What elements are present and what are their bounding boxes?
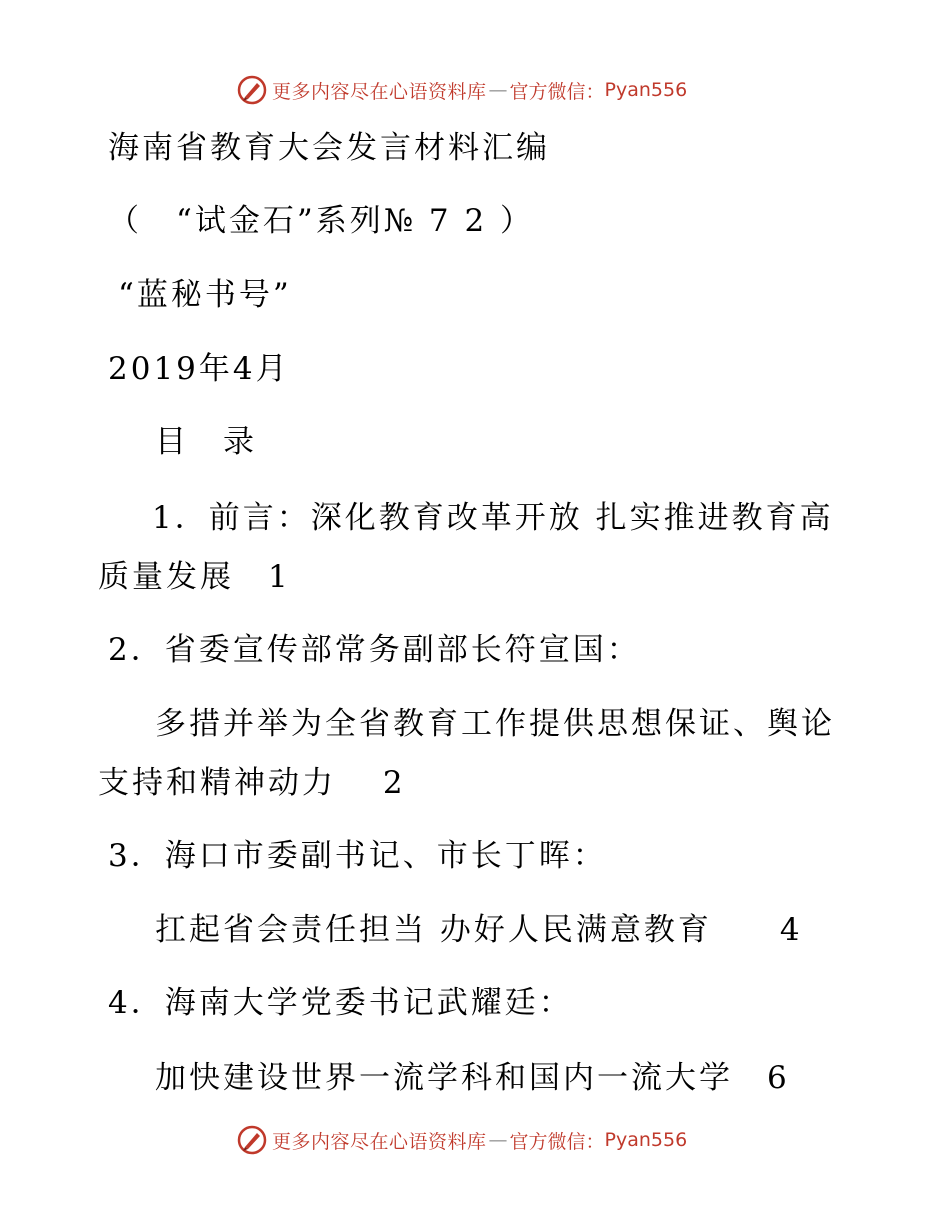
toc-entry-1-line1: 1．前言：深化教育改革开放 扎实推进教育高 [152,500,834,536]
watermark-dash: — [488,79,508,101]
pen-logo-icon [236,1124,268,1156]
publisher-label: “蓝秘书号” [118,277,292,313]
document-title: 海南省教育大会发言材料汇编 [108,130,550,166]
toc-entry-3-heading: 3．海口市委副书记、市长丁晖： [108,838,607,874]
watermark-footer [236,1123,687,1157]
toc-entry-2-line2: 支持和精神动力 2 [98,765,406,801]
watermark-wechat-label: 官方微信： [509,80,605,103]
watermark-header [236,73,687,107]
pen-logo-icon [236,74,268,106]
watermark-wechat-label: 官方微信： [509,1130,605,1153]
toc-entry-1-line2: 质量发展 1 [98,559,291,595]
watermark-text: 更多内容尽在心语资料库 [272,80,487,103]
toc-entry-4-line1: 加快建设世界一流学科和国内一流大学 6 [155,1060,790,1096]
toc-entry-4-heading: 4．海南大学党委书记武耀廷： [108,985,573,1021]
watermark-dash: — [488,1129,508,1151]
toc-entry-2-heading: 2．省委宣传部常务副部长符宣国： [108,632,641,668]
series-label: （ “试金石”系列№ 7 2 ） [108,203,535,239]
toc-entry-3-line1: 扛起省会责任担当 办好人民满意教育 4 [155,912,803,948]
toc-heading: 目 录 [155,424,257,460]
toc-entry-2-line1: 多措并举为全省教育工作提供思想保证、舆论 [155,706,835,742]
publish-date: 2019年4月 [108,351,290,387]
watermark-handle: Pyan556 [604,1129,688,1151]
watermark-handle: Pyan556 [604,79,688,101]
watermark-text: 更多内容尽在心语资料库 [272,1130,487,1153]
